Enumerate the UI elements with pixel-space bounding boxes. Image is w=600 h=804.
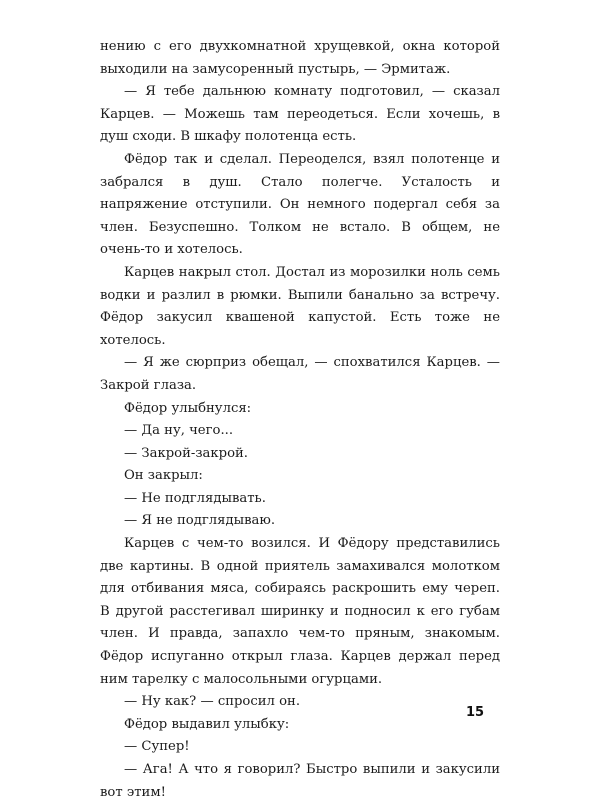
paragraph: — Я тебе дальнюю комнату подготовил, — сказал Карцев. — Можешь там переодеться. Если хочешь, в душ сходи. В шкафу полотенца есть. [100,84,500,145]
paragraph: — Ага! А что я говорил? Быстро выпили и закусили вот этим! [100,762,500,800]
page-number: 15 [466,705,485,720]
paragraph: — Супер! [124,739,190,755]
paragraph: Карцев накрыл стол. Достал из морозилки ноль семь водки и разлил в рюмки. Выпили банально за встречу. Фёдор закусил квашеной капустой. Есть тоже не хотелось. [100,264,500,348]
paragraph: — Я же сюрприз обещал, — спохватился Карцев. — Закрой глаза. [100,355,500,393]
paragraph: — Да ну, чего... [124,423,234,439]
paragraph: — Не подглядывать. [124,490,266,506]
body-text [100,36,500,804]
paragraph: Карцев с чем-то возился. И Фёдору представились две картины. В одной приятель замахивался молотком для отбивания мяса, собираясь раскрошить ему череп. В другой расстегивал ширинку и подносил к его губам член. И правда, запахло чем-то пряным, знакомым. Фёдор испуганно открыл глаза. Карцев держал перед ним тарелку с малосольными огурцами. [100,536,500,687]
paragraph: — Закрой-закрой. [124,445,248,461]
paragraph: нению с его двухкомнатной хрущевкой, окна которой выходили на замусоренный пустырь, — Эрмитаж. [100,39,500,77]
paragraph: — Я не подглядываю. [124,513,276,529]
paragraph: Он закрыл: [124,468,203,484]
paragraph: Фёдор так и сделал. Переоделся, взял полотенце и забрался в душ. Стало полегче. Усталость и напряжение отступили. Он немного подергал себя за член. Безуспешно. Толком не встало. В общем, не очень-то и хотелось. [100,151,500,258]
paragraph: Фёдор выдавил улыбку: [124,716,290,732]
paragraph: Фёдор улыбнулся: [124,400,252,416]
paragraph: — Ну как? — спросил он. [124,694,301,710]
